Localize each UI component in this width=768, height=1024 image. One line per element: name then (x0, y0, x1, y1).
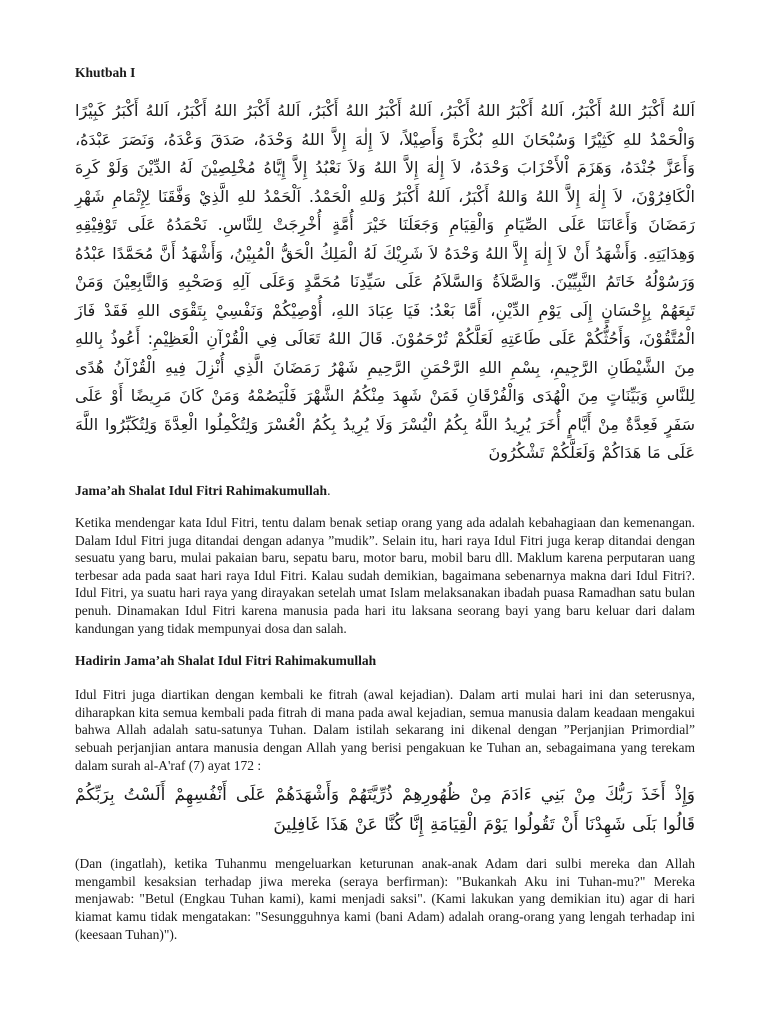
opening-arabic-text: اَللهُ أَكْبَرُ اللهُ أَكْبَرُ، اَللهُ أَكْبَرُ اللهُ أَكْبَرُ، اَللهُ أَكْبَرُ اللهُ أَكْبَرُ، اَللهُ أَكْبَرُ اللهُ أَكْبَرُ، اَللهُ أَكْبَرُ كَبِيْرًا وَالْحَمْدُ للهِ كَثِيْرًا وَسُبْحَانَ اللهِ بُكْرَةً وَأَصِيْلاً، لاَ إِلٰهَ إِلاَّ اللهُ وَحْدَهُ، صَدَقَ وَعْدَهُ، وَنَصَرَ عَبْدَهُ، وَأَعَزَّ جُنْدَهُ، وَهَزَمَ اْلأَحْزَابَ وَحْدَهُ، لاَ إِلٰهَ إِلاَّ اللهُ وَلاَ نَعْبُدُ إِلاَّ إِيَّاهُ مُخْلِصِيْنَ لَهُ الدِّيْنَ وَلَوْ كَرِهَ الْكَافِرُوْنَ، لاَ إِلٰهَ إِلاَّ اللهُ وَاللهُ أَكْبَرُ، اَللهُ أَكْبَرُ وَللهِ الْحَمْدُ. اَلْحَمْدُ للهِ الَّذِيْ وَفَّقَنَا لِإِتْمَامِ شَهْرِ رَمَضَانَ وَأَعَانَنَا عَلَى الصِّيَامِ وَالْقِيَامِ وَجَعَلَنَا خَيْرَ أُمَّةٍ أُخْرِجَتْ لِلنَّاسِ. نَحْمَدُهُ عَلَى تَوْفِيْقِهِ وَهِدَايَتِهِ. وَأَشْهَدُ أَنْ لاَ إِلٰهَ إِلاَّ اللهُ وَحْدَهُ لاَ شَرِيْكَ لَهُ الْمَلِكُ الْحَقُّ الْمُبِيْنُ، وَأَشْهَدُ أَنَّ مُحَمَّدًا عَبْدُهُ وَرَسُوْلُهُ خَاتَمُ النَّبِيِّيْنَ. وَالصَّلاَةُ وَالسَّلاَمُ عَلَى سَيِّدِنَا مُحَمَّدٍ وَعَلَى آلِهِ وَصَحْبِهِ وَالتَّابِعِيْنَ وَمَنْ تَبِعَهُمْ بِإِحْسَانٍ إِلَى يَوْمِ الدِّيْنِ، أَمَّا بَعْدُ: فَيَا عِبَادَ اللهِ، أُوْصِيْكُمْ وَنَفْسِيْ بِتَقْوَى اللهِ فَقَدْ فَازَ الْمُتَّقُوْنَ، وَأَحُثُّكُمْ عَلَى طَاعَتِهِ لَعَلَّكُمْ تُرْحَمُوْنَ. قَالَ اللهُ تَعَالَى فِي الْقُرْآنِ الْعَظِيْمِ: أَعُوذُ بِاللهِ مِنَ الشَّيْطَانِ الرَّجِيمِ، بِسْمِ اللهِ الرَّحْمَنِ الرَّحِيمِ شَهْرُ رَمَضَانَ الَّذِي أُنْزِلَ فِيهِ الْقُرْآنُ هُدًى لِلنَّاسِ وَبَيِّنَاتٍ مِنَ الْهُدَى وَالْفُرْقَانِ فَمَنْ شَهِدَ مِنْكُمُ الشَّهْرَ فَلْيَصُمْهُ وَمَنْ كَانَ مَرِيضًا أَوْ عَلَى سَفَرٍ فَعِدَّةٌ مِنْ أَيَّامٍ أُخَرَ يُرِيدُ اللَّهُ بِكُمُ الْيُسْرَ وَلَا يُرِيدُ بِكُمُ الْعُسْرَ وَلِتُكْمِلُوا الْعِدَّةَ وَلِتُكَبِّرُوا اللَّهَ عَلَى مَا هَدَاكُمْ وَلَعَلَّكُمْ تَشْكُرُونَ (75, 101, 695, 462)
section1-heading-line (75, 482, 695, 500)
quran-verse-arabic: وَإِذْ أَخَذَ رَبُّكَ مِنْ بَنِي ءَادَمَ مِنْ ظُهُورِهِمْ ذُرِّيَّتَهُمْ وَأَشْهَدَهُمْ عَلَى أَنْفُسِهِمْ أَلَسْتُ بِرَبِّكُمْ قَالُوا بَلَى شَهِدْنَا أَنْ تَقُولُوا يَوْمَ الْقِيَامَةِ إِنَّا كُنَّا عَنْ هَذَا غَافِلِينَ (75, 785, 695, 836)
section1-paragraph: Ketika mendengar kata Idul Fitri, tentu dalam benak setiap orang yang ada adalah kebahagiaan dan kemenangan. Dalam Idul Fitri juga ditandai dengan adanya ”mudik”. Selain itu, hari raya Idul Fitri juga kerap ditandai dengan sesuatu yang baru, mulai pakaian baru, sepatu baru, motor baru, mobil baru dll. Maklum karena perputaran uang terbesar ada pada saat hari raya Idul Fitri. Kalau sudah demikian, bagaimana sebenarnya makna dari Idul Fitri?. Idul Fitri, ya suatu hari raya yang dirayakan setelah umat Islam melaksanakan ibadah puasa Ramadhan satu bulan penuh. Dinamakan Idul Fitri karena manusia pada hari itu laksana seorang bayi yang baru keluar dari dalam kandungan yang tidak mempunyai dosa dan salah. (75, 515, 695, 636)
document-page (75, 64, 695, 943)
section2-heading: Hadirin Jama’ah Shalat Idul Fitri Rahimakumullah (75, 653, 377, 669)
section1-heading: Jama’ah Shalat Idul Fitri Rahimakumullah (75, 482, 328, 498)
khutbah-title: Khutbah I (75, 65, 136, 80)
verse-translation-paragraph: (Dan (ingatlah), ketika Tuhanmu mengeluarkan keturunan anak-anak Adam dari sulbi mereka dan Allah mengambil kesaksian terhadap jiwa mereka (seraya berfirman): "Bukankah Aku ini Tuhan-mu?" Mereka menjawab: "Betul (Engkau Tuhan kami), kami menjadi saksi". (Kami lakukan yang demikian itu) agar di hari kiamat kamu tidak mengatakan: "Sesungguhnya kami (bani Adam) adalah orang-orang yang lengah terhadap ini (keesaan Tuhan)"). (75, 856, 695, 942)
section1-heading-period: . (327, 482, 331, 498)
section2-paragraph: Idul Fitri juga diartikan dengan kembali ke fitrah (awal kejadian). Dalam arti mulai hari ini dan seterusnya, diharapkan kita semua kembali pada fitrah di mana pada awal kejadian, semua manusia dalam keadaan mengakui bahwa Allah adalah satu-satunya Tuhan. Dalam istilah sekarang ini dikenal dengan ”Perjanjian Primordial” sebuah perjanjian antara manusia dengan Allah yang berisi pengakuan ke Tuhan an, sebagaimana yang terekam dalam surah al-A'raf (7) ayat 172 : (75, 687, 695, 773)
